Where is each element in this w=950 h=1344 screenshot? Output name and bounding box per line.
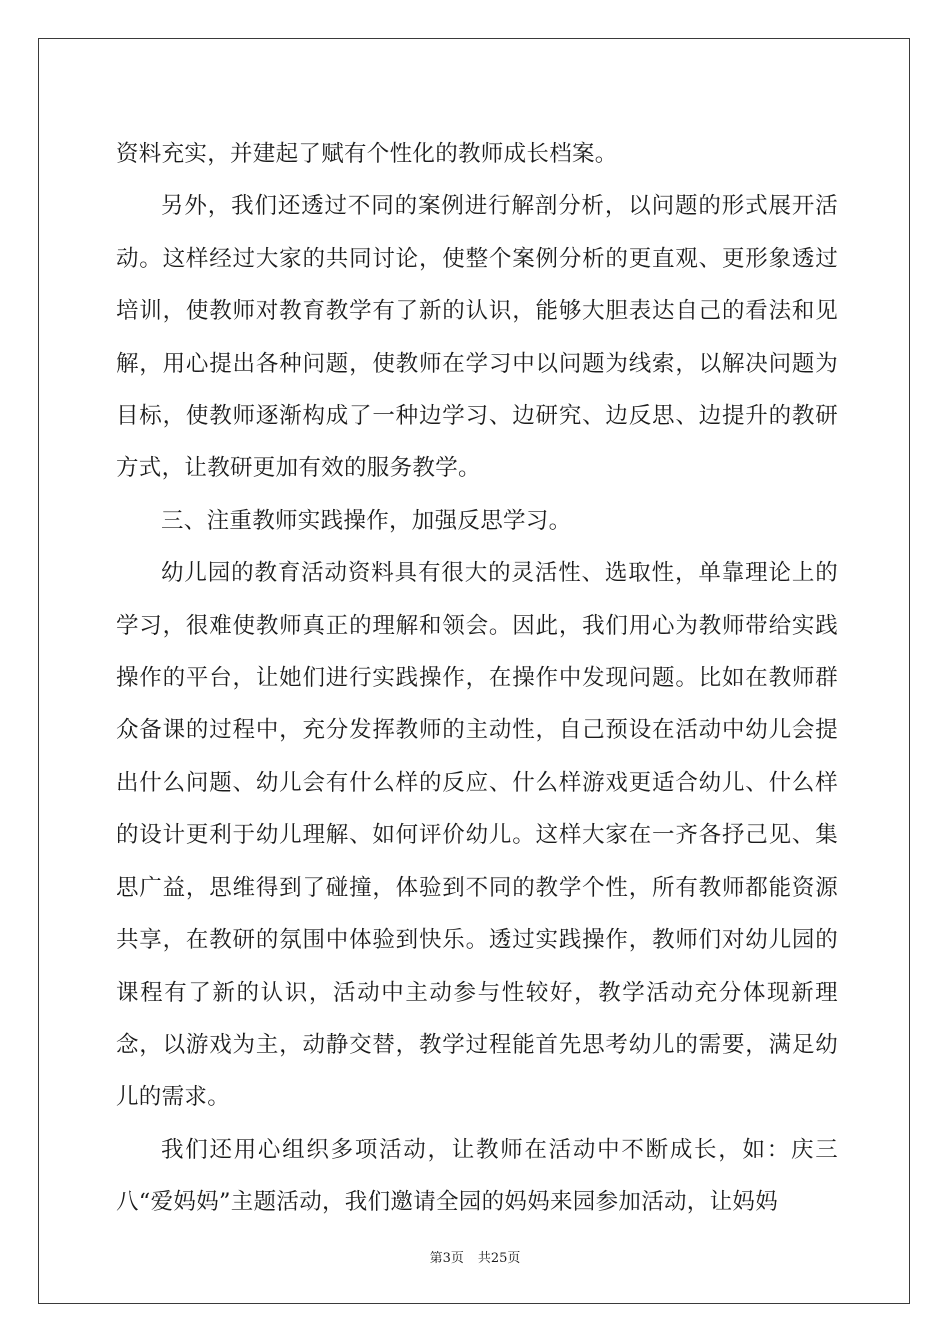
paragraph-2: 另外，我们还透过不同的案例进行解剖分析，以问题的形式展开活动。这样经过大家的共同讨论，使整个案例分析的更直观、更形象透过培训，使教师对教育教学有了新的认识，能够大胆表达自己的看法和见解，用心提出各种问题，使教师在学习中以问题为线索，以解决问题为目标，使教师逐渐构成了一种边学习、边研究、边反思、边提升的教研方式，让教研更加有效的服务教学。 bbox=[116, 193, 838, 482]
page-total: 共25页 bbox=[477, 1251, 521, 1266]
paragraph-4: 幼儿园的教育活动资料具有很大的灵活性、选取性，单靠理论上的学习，很难使教师真正的理解和领会。因此，我们用心为教师带给实践操作的平台，让她们进行实践操作，在操作中发现问题。比如在教师群众备课的过程中，充分发挥教师的主动性，自己预设在活动中幼儿会提出什么问题、幼儿会有什么样的反应、什么样游戏更适合幼儿、什么样的设计更利于幼儿理解、如何评价幼儿。这样大家在一齐各抒己见、集思广益，思维得到了碰撞，体验到不同的教学个性，所有教师都能资源共享，在教研的氛围中体验到快乐。透过实践操作，教师们对幼儿园的课程有了新的认识，活动中主动参与性较好，教学活动充分体现新理念，以游戏为主，动静交替，教学过程能首先思考幼儿的需要，满足幼儿的需求。 bbox=[116, 560, 838, 1111]
paragraph-1: 资料充实，并建起了赋有个性化的教师成长档案。 bbox=[116, 141, 618, 167]
page-footer bbox=[0, 1247, 950, 1266]
document-body bbox=[116, 128, 838, 1229]
page-number: 第3页 bbox=[429, 1251, 464, 1266]
paragraph-5: 我们还用心组织多项活动，让教师在活动中不断成长，如：庆三八“爱妈妈”主题活动，我们邀请全园的妈妈来园参加活动，让妈妈 bbox=[116, 1136, 838, 1216]
section-heading-3: 三、注重教师实践操作，加强反思学习。 bbox=[161, 507, 572, 534]
